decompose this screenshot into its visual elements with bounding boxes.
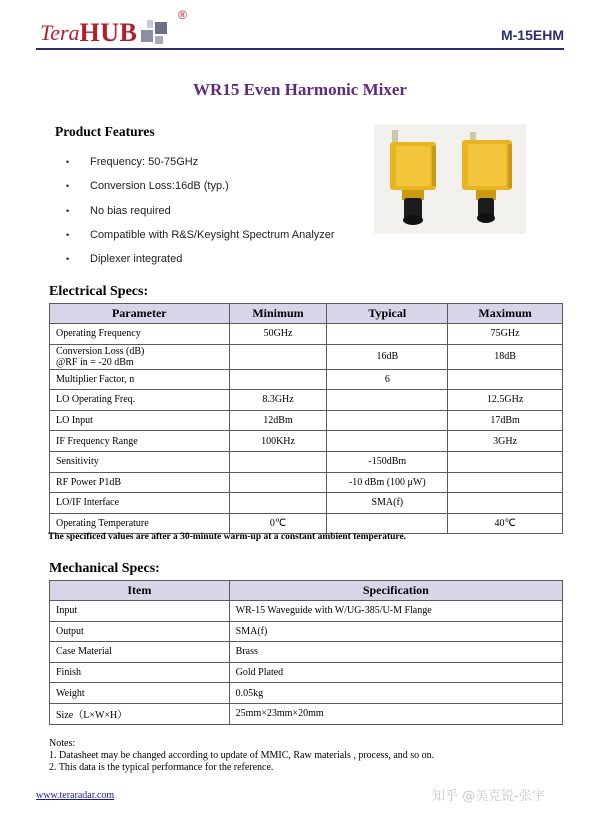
param-cell: LO Operating Freq. bbox=[50, 390, 230, 411]
max-cell bbox=[448, 451, 563, 472]
logo-text-tera: Tera bbox=[40, 20, 80, 45]
registered-mark: ® bbox=[178, 8, 187, 22]
table-row bbox=[50, 493, 563, 514]
param-cell: Conversion Loss (dB) @RF in = -20 dBm bbox=[50, 344, 230, 369]
item-cell: Output bbox=[50, 621, 230, 642]
table-row bbox=[50, 601, 563, 622]
feature-item: • Compatible with R&S/Keysight Spectrum Analyzer bbox=[66, 229, 335, 242]
typ-cell bbox=[327, 513, 448, 534]
param-cell: LO Input bbox=[50, 410, 230, 431]
electrical-specs-table bbox=[49, 303, 563, 534]
min-cell: 100KHz bbox=[229, 431, 327, 452]
notes-block bbox=[49, 738, 434, 774]
min-cell bbox=[229, 451, 327, 472]
header-divider bbox=[36, 48, 564, 50]
spec-cell: 0.05kg bbox=[229, 683, 562, 704]
features-list bbox=[66, 150, 335, 271]
item-cell: Input bbox=[50, 601, 230, 622]
bullet-icon: • bbox=[66, 205, 70, 216]
column-header: Parameter bbox=[50, 304, 230, 324]
typ-cell bbox=[327, 390, 448, 411]
max-cell: 17dBm bbox=[448, 410, 563, 431]
bullet-icon: • bbox=[66, 254, 70, 265]
max-cell: 40℃ bbox=[448, 513, 563, 534]
feature-item: • Diplexer integrated bbox=[66, 253, 183, 266]
bullet-icon: • bbox=[66, 181, 70, 192]
table-row bbox=[50, 344, 563, 369]
item-cell: Size（L×W×H） bbox=[50, 703, 230, 724]
min-cell: 50GHz bbox=[229, 324, 327, 345]
electrical-specs-heading: Electrical Specs: bbox=[49, 284, 149, 299]
note-item: 1. Datasheet may be changed according to update of MMIC, Raw materials , process, and so on. bbox=[49, 750, 435, 761]
min-cell: 0℃ bbox=[229, 513, 327, 534]
max-cell bbox=[448, 493, 563, 514]
table-header-row bbox=[50, 581, 563, 601]
table-row bbox=[50, 621, 563, 642]
column-header: Minimum bbox=[229, 304, 327, 324]
bullet-icon: • bbox=[66, 157, 70, 168]
typ-cell bbox=[327, 431, 448, 452]
logo-mark-icon bbox=[139, 16, 171, 46]
param-cell: Operating Frequency bbox=[50, 324, 230, 345]
table-row bbox=[50, 703, 563, 724]
watermark-text: 知乎 @美克锐-张宇 bbox=[432, 789, 545, 804]
feature-item: • No bias required bbox=[66, 204, 171, 217]
min-cell: 12dBm bbox=[229, 410, 327, 431]
param-cell: IF Frequency Range bbox=[50, 431, 230, 452]
feature-item: • Frequency: 50-75GHz bbox=[66, 156, 199, 169]
table-row bbox=[50, 472, 563, 493]
max-cell bbox=[448, 369, 563, 390]
product-features-heading: Product Features bbox=[55, 124, 155, 139]
warmup-footnote: The specificed values are after a 30-minute warm-up at a constant ambient temperature. bbox=[48, 532, 407, 542]
max-cell: 12.5GHz bbox=[448, 390, 563, 411]
max-cell: 18dB bbox=[448, 344, 563, 369]
min-cell bbox=[229, 369, 327, 390]
typ-cell: 6 bbox=[327, 369, 448, 390]
mechanical-specs-heading: Mechanical Specs: bbox=[49, 561, 160, 576]
max-cell bbox=[448, 472, 563, 493]
spec-cell: Gold Plated bbox=[229, 662, 562, 683]
website-link[interactable]: www.teraradar.com bbox=[36, 790, 115, 801]
max-cell: 75GHz bbox=[448, 324, 563, 345]
column-header: Item bbox=[50, 581, 230, 601]
spec-cell: SMA(f) bbox=[229, 621, 562, 642]
item-cell: Weight bbox=[50, 683, 230, 704]
min-cell bbox=[229, 493, 327, 514]
param-cell: RF Power P1dB bbox=[50, 472, 230, 493]
typ-cell bbox=[327, 410, 448, 431]
feature-item: • Conversion Loss:16dB (typ.) bbox=[66, 180, 229, 193]
table-header-row bbox=[50, 304, 563, 324]
mechanical-specs-table bbox=[49, 580, 563, 725]
param-cell: Sensitivity bbox=[50, 451, 230, 472]
min-cell bbox=[229, 344, 327, 369]
table-row bbox=[50, 369, 563, 390]
table-row bbox=[50, 683, 563, 704]
notes-heading: Notes: bbox=[49, 738, 76, 749]
column-header: Typical bbox=[327, 304, 448, 324]
param-cell: LO/IF Interface bbox=[50, 493, 230, 514]
spec-cell: 25mm×23mm×20mm bbox=[229, 703, 562, 724]
note-item: 2. This data is the typical performance for the reference. bbox=[49, 762, 274, 773]
table-row bbox=[50, 410, 563, 431]
item-cell: Case Material bbox=[50, 642, 230, 663]
table-row bbox=[50, 324, 563, 345]
column-header: Specification bbox=[229, 581, 562, 601]
table-row bbox=[50, 431, 563, 452]
param-cell: Multiplier Factor, n bbox=[50, 369, 230, 390]
param-cell: Operating Temperature bbox=[50, 513, 230, 534]
table-row bbox=[50, 451, 563, 472]
typ-cell: 16dB bbox=[327, 344, 448, 369]
typ-cell bbox=[327, 324, 448, 345]
typ-cell: -10 dBm (100 μW) bbox=[327, 472, 448, 493]
product-photo bbox=[374, 124, 526, 234]
typ-cell: SMA(f) bbox=[327, 493, 448, 514]
typ-cell: -150dBm bbox=[327, 451, 448, 472]
column-header: Maximum bbox=[448, 304, 563, 324]
spec-cell: Brass bbox=[229, 642, 562, 663]
spec-cell: WR-15 Waveguide with W/UG-385/U-M Flange bbox=[229, 601, 562, 622]
table-row bbox=[50, 662, 563, 683]
page-title: WR15 Even Harmonic Mixer bbox=[193, 80, 407, 99]
brand-logo bbox=[40, 10, 171, 46]
max-cell: 3GHz bbox=[448, 431, 563, 452]
table-row bbox=[50, 642, 563, 663]
table-row bbox=[50, 513, 563, 534]
item-cell: Finish bbox=[50, 662, 230, 683]
min-cell: 8.3GHz bbox=[229, 390, 327, 411]
min-cell bbox=[229, 472, 327, 493]
bullet-icon: • bbox=[66, 230, 70, 241]
logo-text-hub: HUB bbox=[79, 18, 138, 47]
table-row bbox=[50, 390, 563, 411]
model-number: M-15EHM bbox=[500, 27, 564, 43]
